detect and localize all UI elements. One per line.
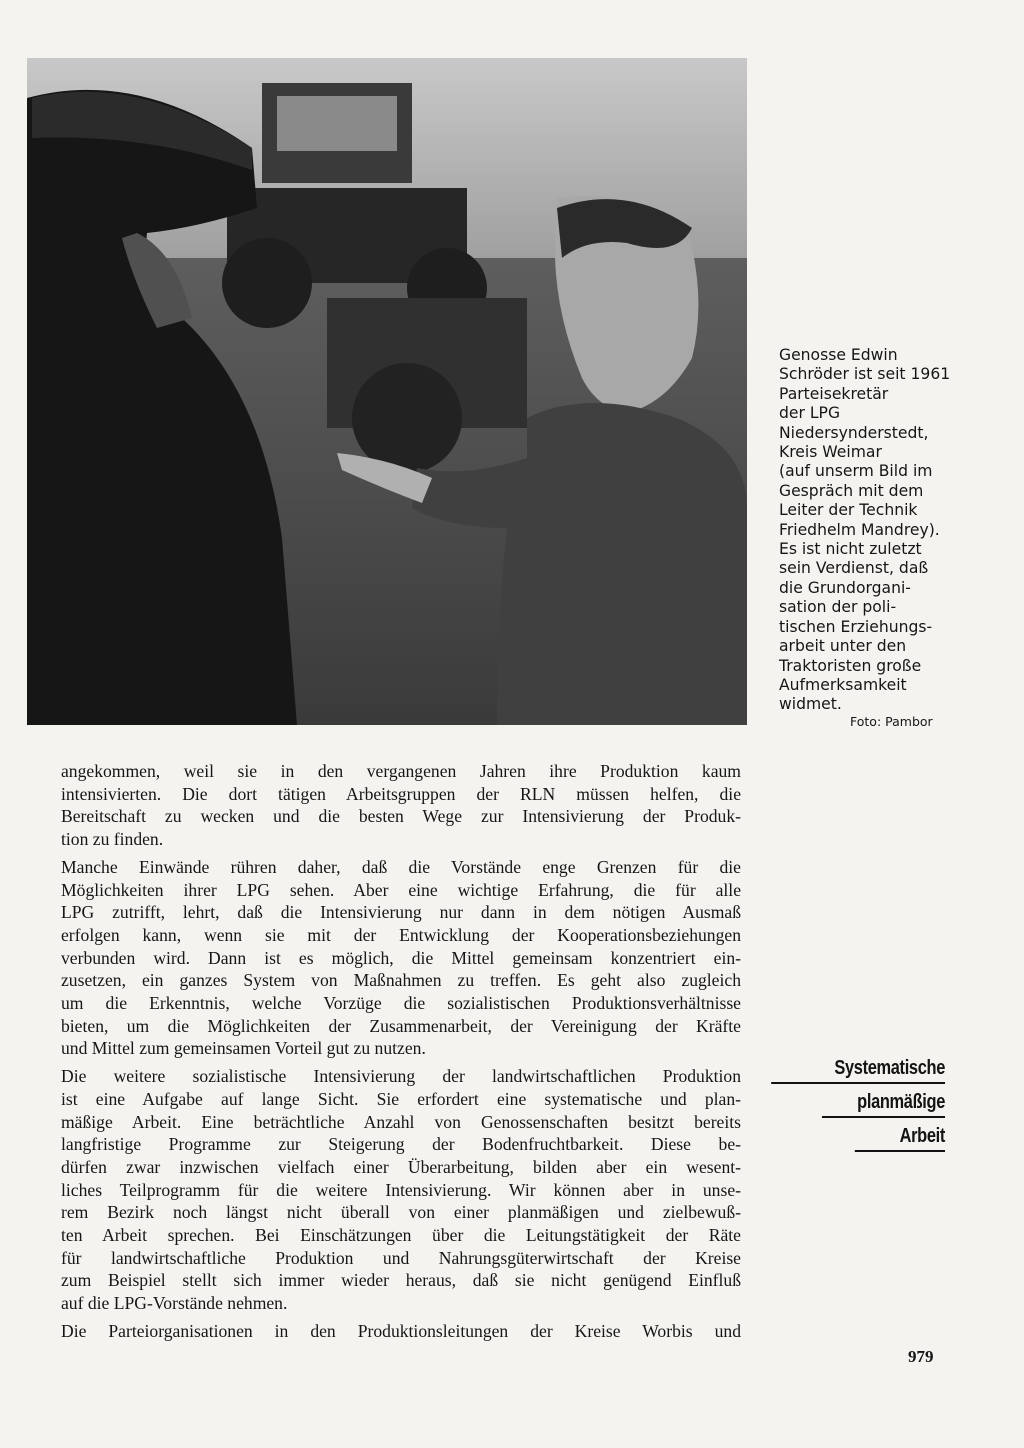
caption-line: widmet. <box>779 695 842 714</box>
paragraph <box>61 1065 741 1315</box>
side-heading-line: Arbeit <box>855 1123 945 1152</box>
caption-line: Aufmerksamkeit <box>779 675 907 694</box>
text-line: ten Arbeit sprechen. Bei Einschätzungen über die Leitungstätigkeit der Räte <box>61 1225 741 1246</box>
text-line: um die Erkenntnis, welche Vorzüge die sozialistischen Produktionsverhältnisse <box>61 993 741 1014</box>
text-line: zusetzen, ein ganzes System von Maßnahmen zu treffen. Es geht also zugleich <box>61 970 741 991</box>
text-line: dürfen zwar inzwischen vielfach einer Überarbeitung, bilden aber ein wesent- <box>61 1156 741 1177</box>
caption-line: Friedhelm Mandrey). <box>779 520 940 539</box>
text-line: bieten, um die Möglichkeiten der Zusammenarbeit, der Vereinigung der Kräfte <box>61 1015 741 1036</box>
text-line: für landwirtschaftliche Produktion und Nahrungsgüterwirtschaft der Kreise <box>61 1247 741 1268</box>
caption-line: die Grundorgani- <box>779 578 911 597</box>
text-line: Bereitschaft zu wecken und die besten Wege zur Intensivierung der Produk- <box>61 806 741 827</box>
text-line: erfolgen kann, wenn sie mit der Entwicklung der Kooperationsbeziehungen <box>61 924 741 945</box>
side-heading-line: Systematische <box>771 1055 945 1084</box>
caption-line: Es ist nicht zuletzt <box>779 540 922 559</box>
text-line: rem Bezirk noch längst nicht überall von einer planmäßigen und zielbewuß- <box>61 1202 741 1223</box>
caption-line: tischen Erziehungs- <box>779 617 933 636</box>
photo-illustration <box>27 58 747 725</box>
photo-credit: Foto: Pambor <box>850 714 933 729</box>
text-line: intensivierten. Die dort tätigen Arbeitsgruppen der RLN müssen helfen, die <box>61 783 741 804</box>
text-line: tion zu finden. <box>61 829 164 850</box>
side-heading <box>771 1055 945 1157</box>
text-line: LPG zutrifft, lehrt, daß die Intensivierung nur dann in dem nötigen Ausmaß <box>61 902 741 923</box>
text-line: auf die LPG-Vorstände nehmen. <box>61 1293 288 1314</box>
text-line: liches Teilprogramm für die weitere Intensivierung. Wir können aber in unse- <box>61 1179 741 1200</box>
text-line: zum Beispiel stellt sich immer wieder heraus, daß sie nicht genügend Einfluß <box>61 1270 741 1291</box>
text-line: und Mittel zum gemeinsamen Vorteil gut zu nutzen. <box>61 1038 426 1059</box>
text-line: mäßige Arbeit. Eine beträchtliche Anzahl von Genossenschaften besitzt bereits <box>61 1111 741 1132</box>
side-heading-line: planmäßige <box>822 1089 945 1118</box>
paragraph <box>61 760 741 851</box>
caption-line: Schröder ist seit 1961 <box>779 365 951 384</box>
text-line: Möglichkeiten ihrer LPG sehen. Aber eine wichtige Erfahrung, die für alle <box>61 879 741 900</box>
caption-line: Leiter der Technik <box>779 501 918 520</box>
caption-line: arbeit unter den <box>779 637 907 656</box>
article-body <box>61 760 741 1348</box>
text-line: Manche Einwände rühren daher, daß die Vorstände enge Grenzen für die <box>61 856 741 877</box>
page-number: 979 <box>908 1347 934 1366</box>
paragraph <box>61 856 741 1060</box>
caption-line: Traktoristen große <box>779 656 922 675</box>
caption-line: Genosse Edwin <box>779 346 898 364</box>
caption-line: Niedersynderstedt, <box>779 423 929 442</box>
caption-line: sation der poli- <box>779 598 897 617</box>
photo <box>27 58 747 725</box>
photo-caption <box>779 346 959 715</box>
caption-line: der LPG <box>779 404 841 423</box>
paragraph <box>61 1320 741 1343</box>
caption-line: Kreis Weimar <box>779 443 882 462</box>
text-line: verbunden wird. Dann ist es möglich, die Mittel gemeinsam konzentriert ein- <box>61 947 741 968</box>
text-line: Die weitere sozialistische Intensivierung der landwirtschaftlichen Produktion <box>61 1066 741 1087</box>
text-line: ist eine Aufgabe auf lange Sicht. Sie erfordert eine systematische und plan- <box>61 1088 741 1109</box>
caption-line: sein Verdienst, daß <box>779 559 929 578</box>
text-line: angekommen, weil sie in den vergangenen Jahren ihre Produktion kaum <box>61 761 741 781</box>
caption-line: (auf unserm Bild im <box>779 462 933 481</box>
text-line: Die Parteiorganisationen in den Produktionsleitungen der Kreise Worbis und <box>61 1320 741 1341</box>
caption-line: Parteisekretär <box>779 384 889 403</box>
caption-line: Gespräch mit dem <box>779 481 924 500</box>
text-line: langfristige Programme zur Steigerung der Bodenfruchtbarkeit. Diese be- <box>61 1134 741 1155</box>
